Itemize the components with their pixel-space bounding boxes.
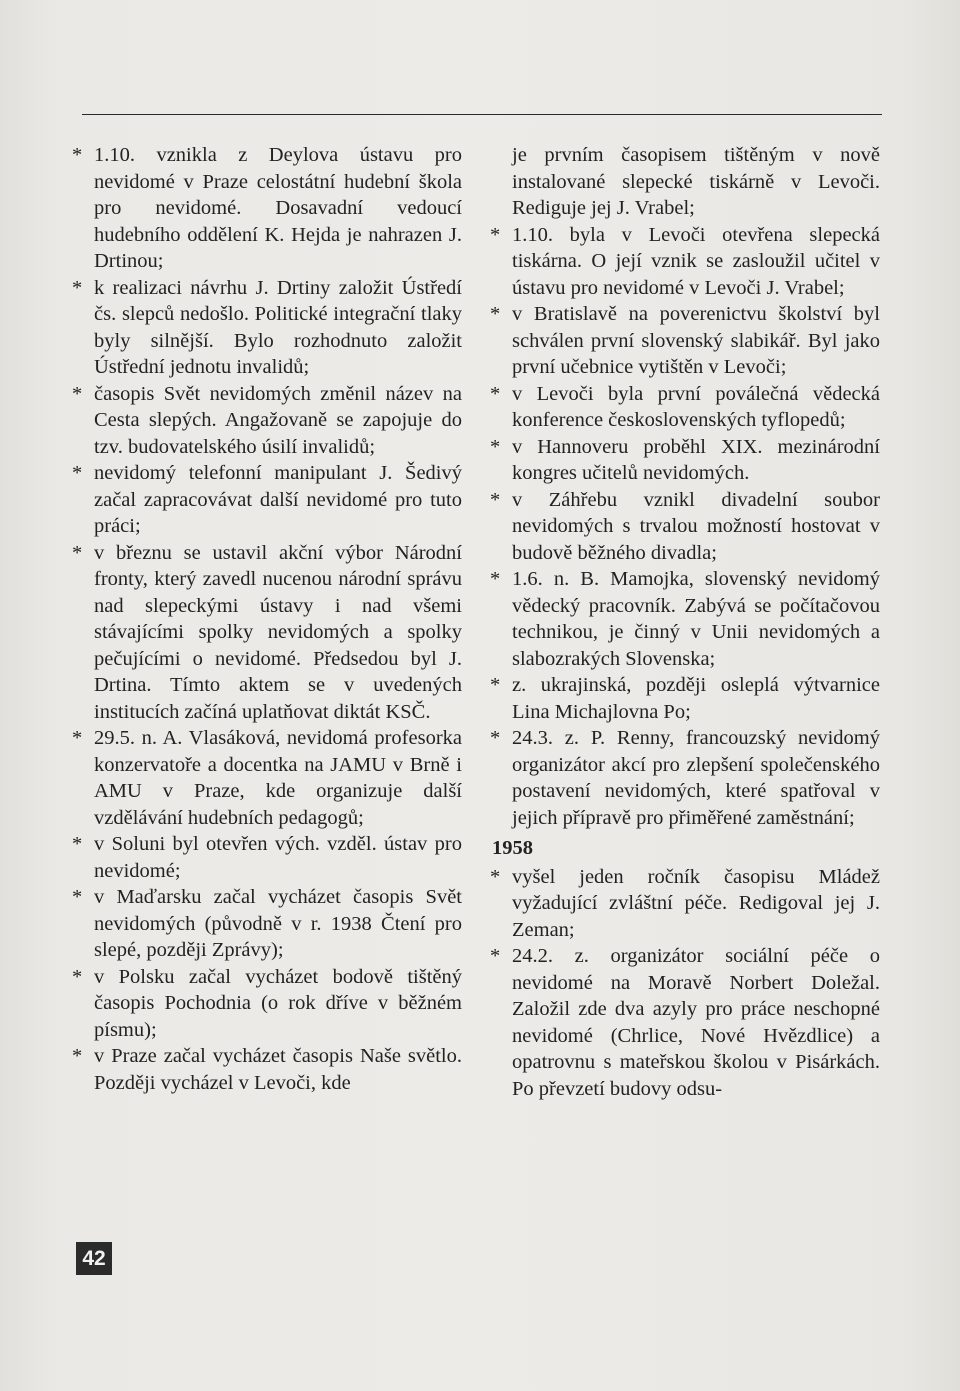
chronology-entry: [72, 884, 462, 964]
entry-text: 29.5. n. A. Vlasáková, nevidomá profesorka konzervatoře a docentka na JAMU v Brně i AMU v Praze, kde organizuje další vzdělávání hudebních pedagogů;: [94, 727, 462, 829]
chronology-entry: [72, 275, 462, 381]
chronology-entry: [490, 487, 880, 567]
entry-text: v Hannoveru proběhl XIX. mezinárodní kongres učitelů nevidomých.: [512, 435, 880, 484]
bullet-marker: *: [72, 541, 83, 564]
right-column: [490, 142, 880, 1102]
bullet-marker: *: [72, 727, 83, 749]
entry-text: v Soluni byl otevřen vých. vzděl. ústav pro nevidomé;: [94, 833, 462, 882]
bullet-marker: *: [72, 462, 83, 484]
bullet-marker: *: [72, 144, 83, 166]
chronology-entry: [72, 460, 462, 540]
page-number-badge: 42: [76, 1242, 112, 1275]
chronology-entry: [490, 672, 880, 725]
year-heading: 1958: [492, 837, 533, 859]
chronology-entry: [490, 725, 880, 831]
entry-text: v Bratislavě na poverenictvu školství byl schválen první slovenský slabikář. Byl jako první učebnice vytištěn v Levoči;: [512, 303, 880, 378]
bullet-marker: *: [490, 568, 501, 590]
bullet-marker: *: [490, 223, 501, 246]
continuation-text: je prvním časopisem tištěným v nově instalované slepecké tiskárně v Levoči. Rediguje jej J. Vrabel;: [512, 144, 880, 219]
top-rule: [82, 114, 882, 115]
chronology-entry: [72, 142, 462, 275]
chronology-entry: [490, 301, 880, 381]
entry-text: 1.10. vznikla z Deylova ústavu pro nevidomé v Praze celostátní hudební škola pro nevidomé. Dosavadní vedoucí hudebního oddělení K. Hejda je nahrazen J. Drtinou;: [94, 144, 462, 272]
bullet-marker: *: [490, 435, 501, 458]
entry-text: v březnu se ustavil akční výbor Národní fronty, který zavedl nucenou národní správu nad slepeckými ústavy i nad všemi stávajícími spolky nevidomých a spolky pečujícími o nevidomé. Předsedou byl J. Drtina. Tímto aktem se v uvedených institucích začíná uplatňovat diktát KSČ.: [94, 541, 462, 723]
chronology-entry: [72, 725, 462, 831]
entry-text: 24.2. z. organizátor sociální péče o nevidomé na Moravě Norbert Doležal. Založil zde dva azyly pro práce neschopné nevidomé (Chrlice, Nové Hvězdlice) a opatrovnu s mateřskou školou v Pisárkách. Po převzetí budovy odsu-: [512, 945, 880, 1100]
bullet-marker: *: [72, 276, 83, 299]
chronology-entry: [72, 381, 462, 461]
entry-text: k realizaci návrhu J. Drtiny založit Ústředí čs. slepců nedošlo. Politické integrační tlaky byly silnější. Bylo rozhodnuto založit Ústřední jednotu invalidů;: [94, 276, 462, 378]
bullet-marker: *: [490, 674, 501, 696]
chronology-entry: [490, 566, 880, 672]
bullet-marker: *: [72, 382, 83, 405]
bullet-marker: *: [490, 865, 501, 888]
entry-text: z. ukrajinská, později osleplá výtvarnice Lina Michajlovna Po;: [512, 674, 880, 723]
entry-text: 1.6. n. B. Mamojka, slovenský nevidomý vědecký pracovník. Zabývá se počítačovou technikou, je činný v Unii nevidomých a slabozrakých Slovenska;: [512, 568, 880, 670]
entry-text: v Polsku začal vycházet bodově tištěný časopis Pochodnia (o rok dříve v běžném písmu);: [94, 965, 462, 1041]
chronology-entry: [72, 831, 462, 884]
chronology-entry: [490, 864, 880, 944]
entry-text: 1.10. byla v Levoči otevřena slepecká tiskárna. O její vznik se zasloužil učitel v ústavu pro nevidomé v Levoči J. Vrabel;: [512, 223, 880, 299]
bullet-marker: *: [72, 833, 83, 855]
entry-text: v Záhřebu vznikl divadelní soubor nevidomých s trvalou možností hostovat v budově běžného divadla;: [512, 488, 880, 564]
chronology-entry: [72, 964, 462, 1044]
chronology-entry: [490, 434, 880, 487]
left-column: [72, 142, 462, 1096]
chronology-entry: [490, 222, 880, 302]
entry-text: vyšel jeden ročník časopisu Mládež vyžadující zvláštní péče. Redigoval jej J. Zeman;: [512, 865, 880, 941]
chronology-entry: [490, 943, 880, 1102]
entry-text: nevidomý telefonní manipulant J. Šedivý začal zapracovávat další nevidomé pro tuto práci;: [94, 462, 462, 537]
entry-text: 24.3. z. P. Renny, francouzský nevidomý organizátor akcí pro zlepšení společenského postavení nevidomých, které spatřoval v jejich přípravě pro přiměřené zaměstnání;: [512, 727, 880, 829]
bullet-marker: *: [490, 727, 501, 749]
bullet-marker: *: [490, 488, 501, 511]
bullet-marker: *: [72, 886, 83, 908]
entry-text: v Maďarsku začal vycházet časopis Svět nevidomých (původně v r. 1938 Čtení pro slepé, později Zprávy);: [94, 886, 462, 961]
entry-text: v Levoči byla první poválečná vědecká konference československých tyflopedů;: [512, 382, 880, 431]
chronology-entry: [490, 381, 880, 434]
bullet-marker: *: [490, 945, 501, 967]
bullet-marker: *: [72, 1045, 83, 1067]
entry-text: časopis Svět nevidomých změnil název na Cesta slepých. Angažovaně se zapojuje do tzv. budovatelského úsilí invalidů;: [94, 382, 462, 458]
entry-text: v Praze začal vycházet časopis Naše světlo. Později vycházel v Levoči, kde: [94, 1045, 462, 1094]
bullet-marker: *: [72, 965, 83, 988]
bullet-marker: *: [490, 303, 501, 325]
bullet-marker: *: [490, 382, 501, 405]
chronology-entry: [72, 540, 462, 726]
chronology-entry: [72, 1043, 462, 1096]
